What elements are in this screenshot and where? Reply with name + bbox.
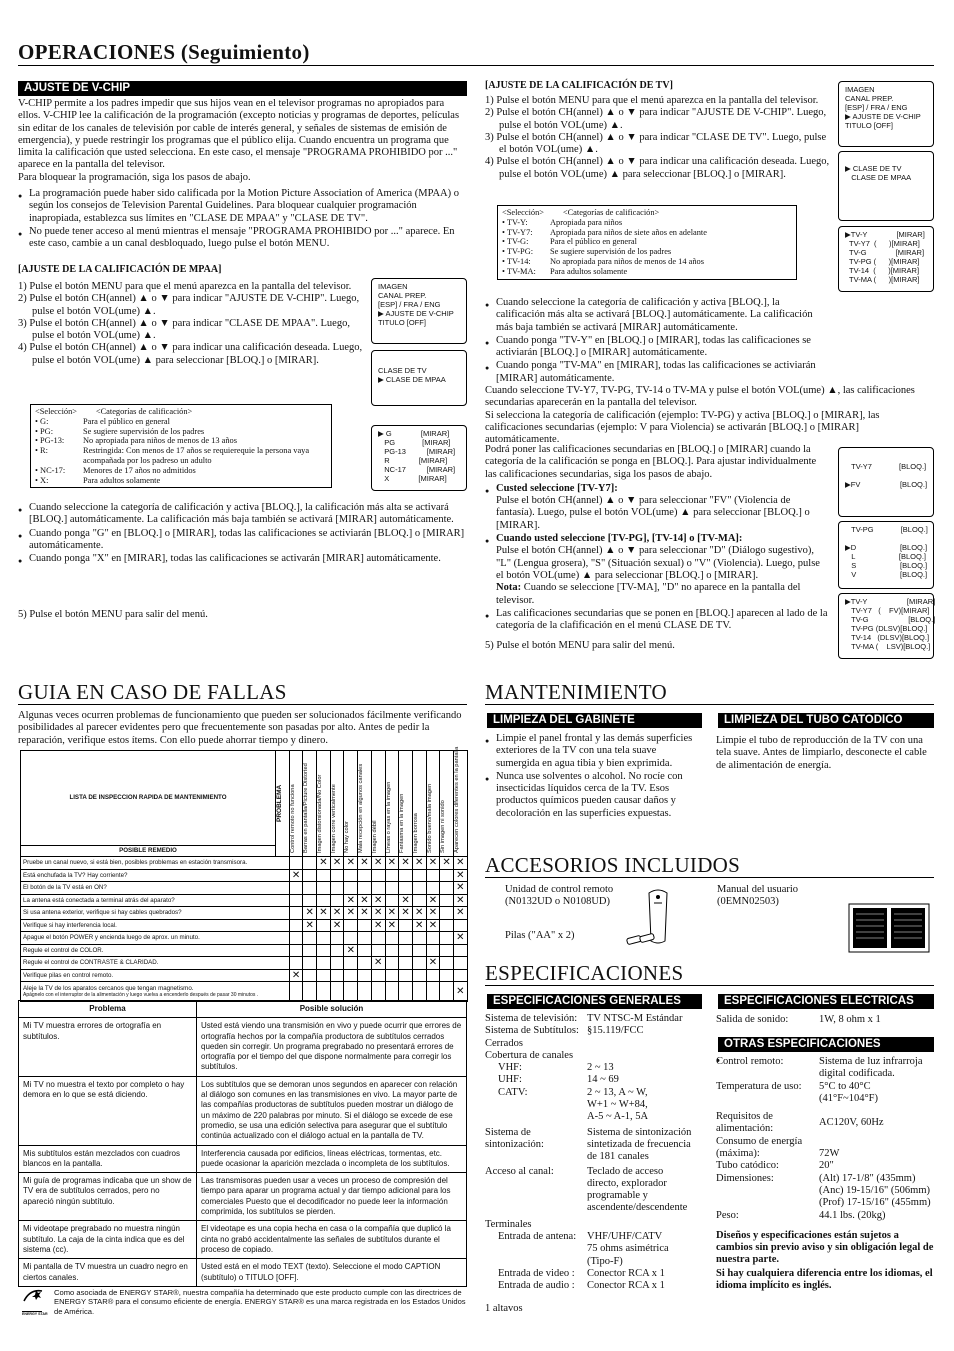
- checklist-mark: [440, 932, 454, 945]
- checklist-mark: [385, 944, 399, 957]
- tv-y7-osd: TV-Y7 [BLOQ.] ▶FV [BLOQ.]: [838, 447, 934, 517]
- tv-steps: 1) Pulse el botón MENU para que el menú aparezca en la pantalla del televisor. 2) Pulse el botón CH(annel) ▲ o ▼ para indicar "AJUSTE DE V-CHIP". Luego, pulse el botón VOL(ume) ▲. 3) Pulse el botón CH(annel) ▲ o ▼ para indicar "CLASE DE TV". Luego, pulse el botón VOL(ume) ▲. 4) Pulse el botón CH(annel) ▲ o ▼ para indicar una calificación deseada. Luego, pulse el botón VOL(ume) ▲ para seleccionar [BLOQ.] o [MIRAR].: [485, 95, 830, 180]
- checklist-mark: [289, 857, 303, 870]
- esp-other: Control remoto: Sistema de luz infrarroja digital codificada. Temperatura de uso: 5°C to 40°C (41°F~104°F) Requisitos de alimentación: AC120V, 60Hz Consumo de energía (máxima): 72W Tubo catódico: 20" Dimensiones: (Alt) 17-1/8" (435mm) (Anc) 19-15/16" (506mm) (Prof) 17-15/16" (455mm) Peso: 44.1 lbs. (20kg) • Diseños y especificaciones están sujetos a cambios sin previo aviso y sin obligación legal de nuestra parte. • Si hay cualquiera diferencia entre los idiomas, el idioma implícito es inglés.: [716, 1056, 934, 1293]
- checklist-mark: [317, 969, 331, 982]
- checklist-mark: ✕: [344, 944, 358, 957]
- esp-general: Sistema de televisión: TV NTSC-M Estándar Sistema de Subtítulos: §15.119/FCC Cerrados Cobertura de canales VHF: 2 ~ 13 UHF: 14 ~ 69 CATV: 2 ~ 13, A ~ W, W+1 ~ W+84, A-5 ~ A-1, 5A Sistema de sintonización: Sistema de sintonización sintetizada de frecuencia de 181 canales Acceso al canal: Teclado de acceso directo, explorador programable y ascendente/descendente Terminales Entrada de antena: VHF/UHF/CATV 75 ohms asimétrica (Tipo-F) Entrada de video : Conector RCA x 1 Entrada de audio : Conector RCA x 1 1 altavos: [485, 1013, 692, 1314]
- problem-cell: Mi TV no muestra el texto por completo o hay demora en lo que se está diciendo.: [19, 1076, 197, 1145]
- checklist-row: [21, 907, 468, 920]
- checklist-mark: [371, 932, 385, 945]
- checklist-mark: [358, 919, 372, 932]
- solution-cell: Interferencia causada por edificios, líneas eléctricas, tormentas, etc. puede ocasionar la aparición mezclada o incompleta de los subtítulos.: [197, 1145, 467, 1173]
- quick-check-table: LISTA DE INSPECCION RAPIDA DE MANTENIMIENTO PROBLEMA Control remoto no funciona Barras en pantalla/Picture Distorted Imagen distorsionada/No Color Imagen corre verticalmente No hay color Mala recepción en algunos canales Imagen débil Líneas o rayas en la imagen Fantasma en la imagen Imagen borrosa Sonido bueno/mala imagen Sin imagen ni sonido Aparecen colores diferentes en la pantalla POSIBLE REMEDIO Pruebe un canal nuevo, si está bien, posibles problemas en estación transmisora. ✕ ✕ ✕ ✕ ✕ ✕ ✕ ✕ ✕ ✕ ✕ Está enchufada la TV? Hay corriente? ✕ ✕ El botón de la TV está en ON? ✕ La antena está conectada a terminal atrás del aparato? ✕ ✕ ✕ ✕ ✕ ✕ Si usa antena exterior, verifique si hay cables quebrados? ✕ ✕ ✕ ✕ ✕ ✕ ✕ ✕ ✕ ✕ ✕ Verifique si hay interferencia local. ✕ ✕ ✕ ✕ ✕ ✕ Apague el botón POWER y encienda luego de aprox. un minuto. ✕ Regule el control de COLOR. ✕ Regule el control de CONTRASTE & CLARIDAD. ✕ ✕ Verifique pilas en control remoto. ✕ Aleje la TV de los aparatos cercanos que tengan magnetismo. Apágnelo con el interruptor de la alimentación y luego vuelva a encenderlo después de pasar 30 minutos . ✕: [20, 750, 467, 1002]
- checklist-mark: ✕: [371, 957, 385, 970]
- checklist-mark: ✕: [371, 894, 385, 907]
- spec-note: • Si hay cualquiera diferencia entre los idiomas, el idioma implícito es inglés.: [716, 1268, 934, 1293]
- checklist-mark: [453, 957, 467, 970]
- esp-title: ESPECIFICACIONES: [485, 961, 684, 985]
- checklist-mark: [412, 957, 426, 970]
- title-rule: [18, 65, 934, 66]
- checklist-mark: [289, 957, 303, 970]
- checklist-mark: ✕: [426, 894, 440, 907]
- checklist-mark: [289, 907, 303, 920]
- checklist-mark: [440, 882, 454, 895]
- batteries-illustration: [626, 932, 658, 946]
- checklist-mark: [317, 869, 331, 882]
- checklist-mark: [440, 944, 454, 957]
- checklist-mark: ✕: [303, 907, 317, 920]
- checklist-mark: [330, 957, 344, 970]
- checklist-mark: ✕: [358, 894, 372, 907]
- checklist-mark: [426, 882, 440, 895]
- checklist-mark: [317, 882, 331, 895]
- vchip-bullet: ● No puede tener acceso al menú mientras el mensaje "PROGRAMA PROHIBIDO por ..." aparece. En este caso, cambie a un canal desbloquado, luego pulse el botón MENU.: [18, 226, 467, 251]
- checklist-mark: [344, 969, 358, 982]
- vchip-heading: AJUSTE DE V-CHIP: [18, 81, 467, 96]
- checklist-mark: [440, 907, 454, 920]
- checklist-mark: [385, 957, 399, 970]
- checklist-mark: ✕: [385, 919, 399, 932]
- esp-electrical: Salida de sonido: 1W, 8 ohm x 1: [716, 1014, 881, 1025]
- checklist-mark: [385, 869, 399, 882]
- mpaa-class-osd: CLASE DE TV ▶ CLASE DE MPAA: [371, 350, 467, 406]
- checklist-mark: ✕: [330, 857, 344, 870]
- checklist-mark: [399, 957, 413, 970]
- checklist-remedy: Apague el botón POWER y encienda luego de aprox. un minuto.: [21, 932, 290, 945]
- tubo-text: Limpie el tubo de reproducción de la TV con una tela suave. Antes de limpiarlo, desconecte el cable de alimentación de energía.: [716, 735, 927, 771]
- checklist-mark: ✕: [426, 907, 440, 920]
- checklist-mark: [426, 932, 440, 945]
- checklist-mark: [303, 982, 317, 1002]
- caption-problem-row: [19, 1259, 467, 1287]
- checklist-remedy: El botón de la TV está en ON?: [21, 882, 290, 895]
- checklist-mark: ✕: [453, 869, 467, 882]
- solution-cell: Usted está en el modo TEXT (texto). Seleccione el modo CAPTION (subtítulo) o TITULO [OFF].: [197, 1259, 467, 1287]
- gabinete-heading: LIMPIEZA DEL GABINETE: [487, 713, 702, 728]
- checklist-mark: [385, 882, 399, 895]
- checklist-mark: [399, 982, 413, 1002]
- checklist-mark: [371, 982, 385, 1002]
- checklist-mark: ✕: [453, 882, 467, 895]
- solution-cell: Las transmisoras pueden usar a veces un proceso de compresión del tiempo para aparar un programa actual y dar tiempo adicional para los comerciales Puesto que el decodificador no puede leer la información comprimida, los subtítulos se pierden.: [197, 1173, 467, 1221]
- checklist-mark: [426, 944, 440, 957]
- checklist-mark: ✕: [453, 907, 467, 920]
- checklist-row: [21, 869, 468, 882]
- page-title: OPERACIONES (Seguimiento): [18, 40, 310, 64]
- checklist-row: [21, 932, 468, 945]
- checklist-remedy: Regule el control de COLOR.: [21, 944, 290, 957]
- checklist-mark: [330, 969, 344, 982]
- checklist-remedy: Si usa antena exterior, verifique si hay cables quebrados?: [21, 907, 290, 920]
- guia-intro: Algunas veces ocurren problemas de funcionamiento que pueden ser solucionados fácilmente verificando posibilidades al parecer evidentes pero que frecuentemente son pasadas por alto. Antes de pedir la reparación, verifique estos ítems. Con ello puede ahorrar tiempo y dinero.: [18, 710, 462, 746]
- checklist-mark: ✕: [344, 894, 358, 907]
- tv-step5: 5) Pulse el botón MENU para salir del menú.: [485, 640, 675, 651]
- spec-note: • Diseños y especificaciones están sujetos a cambios sin previo aviso y sin obligación legal de nuestra parte.: [716, 1230, 934, 1267]
- tv-category-table: <Selección> <Categorías de calificación> • TV-Y: Apropiada para niños • TV-Y7: Apropiada para niños de siete años en adelante • TV-G: Para el público en general • TV-PG: Se sugiere supervisión de los padres • TV-14: No apropiada para niños de menos de 14 años • TV-MA: Para adultos solamente: [497, 205, 797, 280]
- tv-class-osd: ▶ CLASE DE TV CLASE DE MPAA: [838, 151, 934, 221]
- checklist-mark: [371, 944, 385, 957]
- mpaa-rating-osd: ▶ G [MIRAR] PG [MIRAR] PG-13 [MIRAR] R [MIRAR] NC-17 [MIRAR] X [MIRAR]: [371, 425, 467, 491]
- checklist-mark: ✕: [440, 857, 454, 870]
- checklist-mark: [303, 894, 317, 907]
- checklist-mark: [303, 957, 317, 970]
- problem-cell: Mis subtítulos están mezclados con cuadros blancos en la pantalla.: [19, 1145, 197, 1173]
- checklist-mark: ✕: [399, 894, 413, 907]
- checklist-mark: ✕: [399, 907, 413, 920]
- checklist-mark: [289, 919, 303, 932]
- checklist-mark: [358, 944, 372, 957]
- acc-remote: Unidad de control remoto (N0132UD o N0108UD): [505, 884, 614, 908]
- checklist-mark: [289, 982, 303, 1002]
- checklist-mark: [358, 957, 372, 970]
- checklist-mark: ✕: [344, 907, 358, 920]
- mpaa-steps: 1) Pulse el botón MENU para que el menú aparezca en la pantalla del televisor. 2) Pulse el botón CH(annel) ▲ o ▼ para indicar "AJUSTE DE V-CHIP". Luego, pulse el botón VOL(ume) ▲. 3) Pulse el botón CH(annel) ▲ o ▼ para indicar "CLASE DE MPAA". Luego, pulse el botón VOL(ume) ▲. 4) Pulse el botón CH(annel) ▲ o ▼ para indicar una calificación deseada. Luego, pulse el botón VOL(ume) ▲ para seleccionar [BLOQ.] o [MIRAR].: [18, 281, 363, 366]
- manual-illustration: [846, 900, 932, 956]
- checklist-mark: [330, 932, 344, 945]
- mpaa-bullets: ● Cuando seleccione la categoría de calificación y activa [BLOQ.], la calificación más alta se activará [BLOQ.] automáticamente. La calificación más baja también se activará [MIRAR] automáticamente. ● Cuando ponga "G" en [BLOQ.] o [MIRAR], todas las calificaciones se activiarán [BLOQ.] o [MIRAR] automáticamente. ● Cuando ponga "X" en [MIRAR], todas las calificaciones se activarán [MIRAR] automáticamente.: [18, 502, 467, 566]
- checklist-mark: [399, 882, 413, 895]
- checklist-remedy: Pruebe un canal nuevo, si está bien, posibles problemas en estación transmisora.: [21, 857, 290, 870]
- checklist-mark: [412, 894, 426, 907]
- solution-cell: Los subtítulos que se demoran unos segundos en aparecer con relación al diálogo son comunes en las transmisiones en vivo. La mayor parte de las compañías productoras de subtítulos pueden mostrar un diálogo de un máximo de 220 palabras por minuto. Si el diálogo se excede de ese promedio, se usa una edición selectiva para asegurar que el subtítulo continúa actualizado con el diálogo actual en la pantalla de TV.: [197, 1076, 467, 1145]
- checklist-mark: [453, 919, 467, 932]
- problem-cell: Mi videotape pregrabado no muestra ningún subtítulo. La caja de la cinta indica que es del sistema (cc).: [19, 1221, 197, 1259]
- checklist-mark: [412, 982, 426, 1002]
- acc-manual: Manual del usuario (0EMN02503): [717, 884, 799, 908]
- checklist-mark: [317, 919, 331, 932]
- checklist-mark: ✕: [371, 907, 385, 920]
- checklist-mark: ✕: [453, 932, 467, 945]
- checklist-mark: [426, 869, 440, 882]
- checklist-mark: [358, 869, 372, 882]
- checklist-mark: [330, 869, 344, 882]
- tv-heading: [AJUSTE DE LA CALIFICACIÓN DE TV]: [485, 80, 673, 91]
- caption-problem-table: Problema Posible solución Mi TV muestra errores de ortografía en subtítulos. Usted está viendo una transmisión en vivo y puede ocurrir que errores de ortografía hechos por la compañía productora de subtítulos cerrados queden sin corregir. Un programa pregrabado no presentará errores de ortografía por el tiempo del que dispone normalmente para corregir los subtítulos. Mi TV no muestra el texto por completo o hay demora en lo que se está diciendo. Los subtítulos que se demoran unos segundos en aparecer con relación al diálogo son comunes en las transmisiones en vivo. La mayor parte de las compañías productoras de subtítulos pueden mostrar un diálogo de un máximo de 220 palabras por minuto. Si el diálogo se excede de ese promedio, se usa una edición selectiva para asegurar que el subtítulo continúa actualizado con el diálogo actual en la pantalla de TV. Mis subtítulos están mezclados con cuadros blancos en la pantalla. Interferencia causada por edificios, líneas eléctricas, tormentas, etc. puede ocasionar la aparición mezclada o incompleta de los subtítulos. Mi guía de programas indicaba que un show de TV era de subtítulos cerrados, pero no apareció ningún subtítulo. Las transmisoras pueden usar a veces un proceso de compresión del tiempo para aparar un programa actual y dar tiempo adicional para los comerciales Puesto que el decodificador no puede leer la información comprimida, los subtítulos se pierden. Mi videotape pregrabado no muestra ningún subtítulo. La caja de la cinta indica que es del sistema (cc). El videotape es una copia hecha en casa o la compañía que duplicó la cinta no grabó accidentalmente las señales de subtítulos durante el proceso de copiado. Mi pantalla de TV muestra un cuadro negro en ciertos canales. Usted está en el modo TEXT (texto). Seleccione el modo CAPTION (subtítulo) o TITULO [OFF].: [18, 1000, 467, 1287]
- checklist-mark: [385, 894, 399, 907]
- checklist-mark: [440, 957, 454, 970]
- checklist-mark: [371, 869, 385, 882]
- checklist-row: [21, 919, 468, 932]
- checklist-mark: [440, 894, 454, 907]
- checklist-mark: [317, 894, 331, 907]
- checklist-mark: [358, 969, 372, 982]
- checklist-row: [21, 894, 468, 907]
- checklist-mark: ✕: [358, 857, 372, 870]
- checklist-mark: [330, 882, 344, 895]
- checklist-mark: ✕: [453, 857, 467, 870]
- checklist-mark: ✕: [317, 857, 331, 870]
- solution-cell: Usted está viendo una transmisión en vivo y puede ocurrir que errores de ortografía hechos por la compañía productora de subtítulos cerrados queden sin corregir. Un programa pregrabado no presentará errores de ortografía por el tiempo del que dispone normalmente para corregir los subtítulos.: [197, 1018, 467, 1076]
- checklist-mark: ✕: [317, 907, 331, 920]
- checklist-mark: [344, 919, 358, 932]
- checklist-mark: [399, 969, 413, 982]
- vchip-intro: V-CHIP permite a los padres impedir que sus hijos vean en el televisor programas no apropiados para ellos. V-CHIP lee la calificación de la programación (excepto noticias y programas de deportes, películas sin editar de los canales de televisión por cable de interés general, y señales de sistemas de emisión de emergencia), y puede restringir los programas que el público elija. Cuando encuentra un programa que limita la calificación que usted selecciona. En este caso, el mensaje "PROGRAMA PROHIBIDO por ..." aparece en la pantalla del televisor. Para bloquear la programación, siga los pasos de abajo. ● La programación puede haber sido calificada por la Motion Picture Association of America (MPAA) o según los consejos de Television Parental Guidelines. Para bloquear cualquier programación inapropiada, establezca sus límites en "CLASE DE MPAA" y "CLASE DE TV". ● No puede tener acceso al menú mientras el mensaje "PROGRAMA PROHIBIDO por ..." aparece. En este caso, cambie a un canal desbloquado, luego pulse el botón MENU.: [18, 98, 467, 252]
- acc-pilas: Pilas ("AA" x 2): [505, 930, 575, 941]
- vchip-bullet: ● La programación puede haber sido calificada por la Motion Picture Association of America (MPAA) o según los consejos de Television Parental Guidelines. Para bloquear cualquier programación inapropiada, establezca sus límites en "CLASE DE MPAA" y "CLASE DE TV".: [18, 188, 467, 225]
- checklist-mark: [344, 932, 358, 945]
- checklist-mark: [412, 944, 426, 957]
- guia-title: GUIA EN CASO DE FALLAS: [18, 680, 287, 704]
- checklist-mark: [399, 869, 413, 882]
- checklist-mark: [330, 982, 344, 1002]
- caption-problem-row: [19, 1018, 467, 1076]
- checklist-mark: ✕: [289, 969, 303, 982]
- checklist-mark: [412, 932, 426, 945]
- checklist-mark: ✕: [399, 857, 413, 870]
- checklist-mark: [344, 882, 358, 895]
- checklist-mark: [399, 932, 413, 945]
- checklist-mark: ✕: [426, 957, 440, 970]
- checklist-mark: [303, 882, 317, 895]
- mant-title: MANTENIMIENTO: [485, 680, 667, 704]
- checklist-row: [21, 857, 468, 870]
- mpaa-menu-osd: IMAGEN CANAL PREP. [ESP] / FRA / ENG ▶ AJUSTE DE V-CHIP TITULO [OFF]: [371, 278, 467, 344]
- checklist-mark: [412, 882, 426, 895]
- checklist-remedy: Aleje la TV de los aparatos cercanos que tengan magnetismo. Apágnelo con el interruptor de la alimentación y luego vuelva a encenderlo después de pasar 30 minutos .: [21, 982, 290, 1002]
- tubo-heading: LIMPIEZA DEL TUBO CATODICO: [718, 713, 934, 728]
- checklist-remedy: Verifique pilas en control remoto.: [21, 969, 290, 982]
- esp-gen-heading: ESPECIFICACIONES GENERALES: [487, 994, 702, 1009]
- energy-star-logo: ENERGY STAR: [22, 1287, 42, 1315]
- checklist-mark: ✕: [289, 869, 303, 882]
- checklist-mark: [344, 982, 358, 1002]
- checklist-mark: [371, 969, 385, 982]
- checklist-mark: ✕: [385, 857, 399, 870]
- checklist-mark: [303, 857, 317, 870]
- checklist-mark: ✕: [412, 857, 426, 870]
- tv-bullets: ● Cuando seleccione la categoría de calificación y activa [BLOQ.], la calificación más alta se activará [BLOQ.] automáticamente. La calificación más baja también se activará [MIRAR] automáticamente. ● Cuando ponga "TV-Y" en [BLOQ.] o [MIRAR], todas las calificaciones se activiarán [BLOQ.] o [MIRAR] automáticamente. ● Cuando ponga "TV-MA" en [MIRAR], todas las calificaciones se activiarán [MIRAR] automáticamente.: [485, 297, 830, 386]
- checklist-mark: [426, 982, 440, 1002]
- tv-secondary-text: Cuando seleccione TV-Y7, TV-PG, TV-14 o TV-MA y pulse el botón VOL(ume) ▲, las calificaciones secundarias aparecerán en la pantalla del televisor. Si selecciona la categoría de calificación (ejemplo: TV-PG) y activa [BLOQ.] o [MIRAR], las calificaciones secundarias (ejemplo: V para Violencia) se activarán [BLOQ.] o [MIRAR] automáticamente.: [485, 385, 915, 446]
- energy-star-note: Como asociada de ENERGY STAR®, nuestra compañía ha determinado que este producto cumple con las directrices de ENERGY STAR® para el consumo eficiente de energía. ENERGY STAR® es una marca registrada en los Estados Unidos de América.: [54, 1288, 466, 1316]
- tv-rating-osd: ▶TV-Y [MIRAR] TV-Y7 ( )[MIRAR] TV-G [MIRAR] TV-PG ( )[MIRAR] TV-14 ( )[MIRAR] TV-MA ( )[MIRAR]: [838, 226, 934, 292]
- mpaa-category-table: <Selección> <Categorías de calificación> • G: Para el público en general • PG: Se sugiere supervisión de los padres • PG-13: No apropiada para niños de menos de 13 años • R: Restringida: Con menos de 17 años se requierequie la persona vaya acompañada por los padreso un adulto • NC-17: Menores de 17 años no admitidos • X: Para adultos solamente: [30, 404, 332, 488]
- checklist-mark: [303, 944, 317, 957]
- problem-cell: Mi guía de programas indicaba que un show de TV era de subtítulos cerrados, pero no apareció ningún subtítulo.: [19, 1173, 197, 1221]
- gabinete-text: ● Limpie el panel frontal y las demás superficies exteriores de la TV con una tela suave sumergida en agua tibia y bien exprimida. ● Nunca use solventes o alcohol. No rocíe con insecticidas líquidos cerca de la TV. Esos productos químicos pueden causar daños y decoloración en las superficies expuestas.: [485, 733, 700, 821]
- checklist-mark: [385, 982, 399, 1002]
- checklist-mark: [385, 932, 399, 945]
- caption-problem-row: [19, 1221, 467, 1259]
- esp-ele-heading: ESPECIFICACIONES ELECTRICAS: [718, 994, 934, 1009]
- checklist-mark: ✕: [412, 907, 426, 920]
- tv-pg-osd: TV-PG [BLOQ.] ▶D [BLOQ.] L [BLOQ.] S [BLOQ.] V [BLOQ.]: [838, 521, 934, 589]
- checklist-mark: ✕: [344, 857, 358, 870]
- checklist-mark: [453, 944, 467, 957]
- checklist-mark: [289, 932, 303, 945]
- checklist-mark: ✕: [330, 907, 344, 920]
- checklist-mark: [330, 894, 344, 907]
- mpaa-heading: [AJUSTE DE LA CALIFICACIÓN DE MPAA]: [18, 264, 222, 275]
- checklist-mark: [303, 932, 317, 945]
- chk-title: LISTA DE INSPECCION RAPIDA DE MANTENIMIENTO: [21, 751, 276, 846]
- problem-cell: Mi TV muestra errores de ortografía en subtítulos.: [19, 1018, 197, 1076]
- checklist-mark: [412, 869, 426, 882]
- checklist-mark: [399, 944, 413, 957]
- checklist-mark: [399, 919, 413, 932]
- checklist-mark: [385, 969, 399, 982]
- checklist-mark: [317, 982, 331, 1002]
- caption-problem-row: [19, 1145, 467, 1173]
- checklist-mark: [330, 944, 344, 957]
- caption-problem-row: [19, 1173, 467, 1221]
- checklist-mark: ✕: [385, 907, 399, 920]
- checklist-mark: ✕: [358, 907, 372, 920]
- checklist-mark: [358, 882, 372, 895]
- esp-otr-heading: OTRAS ESPECIFICACIONES: [718, 1037, 934, 1052]
- checklist-remedy: Está enchufada la TV? Hay corriente?: [21, 869, 290, 882]
- checklist-mark: [440, 969, 454, 982]
- checklist-mark: [289, 944, 303, 957]
- checklist-row: [21, 969, 468, 982]
- caption-problem-row: [19, 1076, 467, 1145]
- checklist-mark: [344, 869, 358, 882]
- checklist-mark: [317, 944, 331, 957]
- checklist-mark: [289, 894, 303, 907]
- mpaa-step5: 5) Pulse el botón MENU para salir del menú.: [18, 609, 208, 620]
- checklist-remedy: Verifique si hay interferencia local.: [21, 919, 290, 932]
- checklist-mark: [412, 969, 426, 982]
- checklist-row: [21, 882, 468, 895]
- checklist-mark: [440, 869, 454, 882]
- acc-title: ACCESORIOS INCLUIDOS: [485, 853, 741, 877]
- checklist-mark: [289, 882, 303, 895]
- checklist-mark: [317, 957, 331, 970]
- checklist-remedy: Regule el control de CONTRASTE & CLARIDAD.: [21, 957, 290, 970]
- checklist-mark: ✕: [303, 919, 317, 932]
- checklist-mark: [440, 982, 454, 1002]
- checklist-row: [21, 944, 468, 957]
- checklist-mark: [358, 982, 372, 1002]
- checklist-mark: ✕: [453, 982, 467, 1002]
- tv-secondary-instructions: Podrá poner las calificaciones secundarias en [BLOQ.] o [MIRAR] cuando la categoría de la calificación se ponga en [BLOQ.]. Para ajustar individualmente las calificaciones secundarias, siga los pasos de abajo. ● Custed seleccione [TV-Y7]: Pulse el botón CH(annel) ▲ o ▼ para seleccionar "FV" (Violencia de fantasía). Luego, pulse el botón VOL(ume) ▲ para seleccionar [BLOQ.] o [MIRAR]. ● Cuando usted seleccione [TV-PG], [TV-14] o [TV-MA]: Pulse el botón CH(annel) ▲ o ▼ para seleccionar "D" (Diálogo sugestivo), "L" (Lengua grosera), "S" (Situación sexual) o "V" (Violencia). Luego, pulse el botón VOL(ume) ▲ para seleccionar [BLOQ.] o [MIRAR]. Nota: Cuando se seleccione [TV-MA], "D" no aparece en la pantalla del televisor. ● Las calificaciones secundarias que se ponen en [BLOQ.] aparecen al lado de la categoría de la clafificación en el menú CLASE DE TV.: [485, 444, 830, 633]
- checklist-mark: [426, 969, 440, 982]
- checklist-mark: [453, 969, 467, 982]
- tv-result-osd: ▶TV-Y [MIRAR] TV-Y7 ( FV)[MIRAR] TV-G [BLOQ.] TV-PG (DLSV)[BLOQ.] TV-14 (DLSV)[BLOQ.] TV-MA ( LSV)[BLOQ.]: [838, 593, 934, 659]
- checklist-mark: ✕: [426, 857, 440, 870]
- checklist-row: [21, 982, 468, 1002]
- checklist-mark: [371, 882, 385, 895]
- checklist-mark: ✕: [412, 919, 426, 932]
- tv-menu-osd: IMAGEN CANAL PREP. [ESP] / FRA / ENG ▶ AJUSTE DE V-CHIP TITULO [OFF]: [838, 81, 934, 147]
- checklist-mark: ✕: [453, 894, 467, 907]
- checklist-mark: ✕: [371, 919, 385, 932]
- checklist-mark: [317, 932, 331, 945]
- checklist-mark: [358, 932, 372, 945]
- solution-cell: El videotape es una copia hecha en casa o la compañía que duplicó la cinta no grabó accidentalmente las señales de subtítulos durante el proceso de copiado.: [197, 1221, 467, 1259]
- checklist-remedy: La antena está conectada a terminal atrás del aparato?: [21, 894, 290, 907]
- checklist-mark: [303, 969, 317, 982]
- problem-cell: Mi pantalla de TV muestra un cuadro negro en ciertos canales.: [19, 1259, 197, 1287]
- checklist-mark: ✕: [330, 919, 344, 932]
- checklist-mark: ✕: [426, 919, 440, 932]
- checklist-mark: [344, 957, 358, 970]
- checklist-mark: [440, 919, 454, 932]
- checklist-mark: [303, 869, 317, 882]
- checklist-mark: ✕: [371, 857, 385, 870]
- checklist-row: [21, 957, 468, 970]
